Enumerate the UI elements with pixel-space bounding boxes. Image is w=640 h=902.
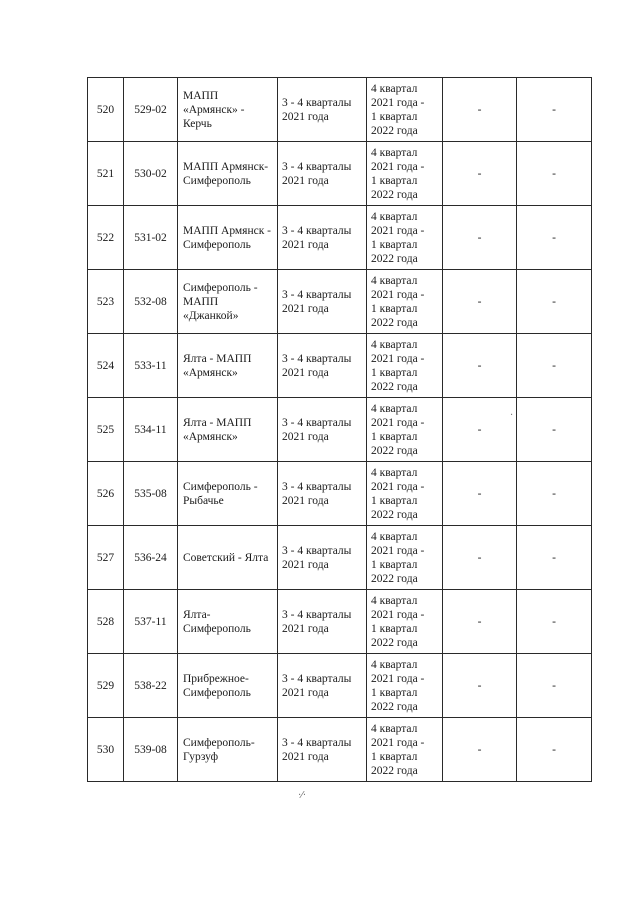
column-a-cell — [443, 270, 517, 334]
route-code-cell — [124, 270, 178, 334]
column-a-value: - — [477, 487, 482, 500]
route-code-cell — [124, 398, 178, 462]
column-a-value: - — [477, 679, 482, 692]
column-b-value: - — [552, 295, 556, 308]
column-b-value: - — [552, 103, 556, 116]
column-a-cell — [443, 78, 517, 142]
row-number-cell — [88, 270, 124, 334]
route-name: Советский - Ялта — [183, 551, 269, 564]
column-a-value: - — [477, 615, 482, 628]
route-code: 538-22 — [134, 679, 167, 692]
route-code-cell — [124, 718, 178, 782]
route-name-cell — [178, 206, 278, 270]
period-cell — [278, 334, 367, 398]
table-body — [88, 78, 592, 782]
column-a-value: - — [477, 103, 482, 116]
route-name-cell — [178, 78, 278, 142]
route-code-cell — [124, 526, 178, 590]
route-name: Симферополь - Рыбачье — [183, 480, 258, 507]
row-number-cell — [88, 590, 124, 654]
route-code: 534-11 — [134, 423, 167, 436]
route-code: 536-24 — [134, 551, 167, 564]
row-number: 521 — [96, 167, 115, 180]
period-cell — [278, 590, 367, 654]
period-text: 3 - 4 кварталы 2021 года — [282, 416, 352, 443]
row-number-cell — [88, 206, 124, 270]
deadline-text: 4 квартал 2021 года - 1 квартал 2022 года — [371, 658, 425, 713]
deadline-text: 4 квартал 2021 года - 1 квартал 2022 года — [371, 82, 425, 137]
column-a-value: - — [477, 551, 482, 564]
scan-artifact: · — [510, 410, 514, 421]
row-number: 524 — [96, 359, 115, 372]
route-name: МАПП Армянск - Симферополь — [183, 224, 272, 251]
column-b-value: - — [552, 167, 556, 180]
column-b-cell — [517, 718, 592, 782]
table-row — [88, 718, 592, 782]
deadline-text: 4 квартал 2021 года - 1 квартал 2022 года — [371, 594, 425, 649]
route-name: Ялта- Симферополь — [183, 608, 251, 635]
period-cell — [278, 462, 367, 526]
row-number: 520 — [96, 103, 115, 116]
route-name: Ялта - МАПП «Армянск» — [183, 352, 252, 379]
table-row — [88, 590, 592, 654]
scan-artifact: ·⁄· — [298, 790, 307, 801]
column-b-value: - — [552, 231, 556, 244]
column-a-value: - — [477, 423, 482, 436]
column-b-cell — [517, 206, 592, 270]
column-b-cell — [517, 78, 592, 142]
period-text: 3 - 4 кварталы 2021 года — [282, 352, 352, 379]
route-code: 537-11 — [134, 615, 167, 628]
table-row — [88, 270, 592, 334]
route-name-cell — [178, 590, 278, 654]
route-code: 532-08 — [134, 295, 167, 308]
period-cell — [278, 206, 367, 270]
column-a-cell — [443, 590, 517, 654]
row-number-cell — [88, 334, 124, 398]
route-name: МАПП «Армянск» - Керчь — [183, 89, 245, 130]
route-code-cell — [124, 78, 178, 142]
column-b-value: - — [552, 551, 556, 564]
row-number-cell — [88, 142, 124, 206]
column-a-cell — [443, 654, 517, 718]
route-name: Прибрежное- Симферополь — [183, 672, 251, 699]
route-name-cell — [178, 526, 278, 590]
period-text: 3 - 4 кварталы 2021 года — [282, 544, 352, 571]
row-number: 530 — [96, 743, 115, 756]
deadline-text: 4 квартал 2021 года - 1 квартал 2022 года — [371, 210, 425, 265]
column-b-value: - — [552, 743, 556, 756]
period-cell — [278, 398, 367, 462]
column-b-cell — [517, 462, 592, 526]
route-name: Симферополь - МАПП «Джанкой» — [183, 281, 258, 322]
column-a-cell — [443, 398, 517, 462]
deadline-text: 4 квартал 2021 года - 1 квартал 2022 года — [371, 530, 425, 585]
route-code-cell — [124, 142, 178, 206]
row-number-cell — [88, 718, 124, 782]
route-name-cell — [178, 270, 278, 334]
period-text: 3 - 4 кварталы 2021 года — [282, 672, 352, 699]
route-name-cell — [178, 142, 278, 206]
column-a-value: - — [477, 231, 482, 244]
route-code-cell — [124, 654, 178, 718]
route-name-cell — [178, 654, 278, 718]
column-a-cell — [443, 334, 517, 398]
deadline-text: 4 квартал 2021 года - 1 квартал 2022 года — [371, 722, 425, 777]
column-a-value: - — [477, 295, 482, 308]
table-row — [88, 526, 592, 590]
period-cell — [278, 718, 367, 782]
column-b-value: - — [552, 487, 556, 500]
route-code: 531-02 — [134, 231, 167, 244]
column-b-value: - — [552, 359, 556, 372]
route-name-cell — [178, 398, 278, 462]
route-code-cell — [124, 334, 178, 398]
column-a-cell — [443, 718, 517, 782]
route-code: 533-11 — [134, 359, 167, 372]
period-cell — [278, 78, 367, 142]
route-name: Симферополь- Гурзуф — [183, 736, 255, 763]
table-row — [88, 142, 592, 206]
deadline-cell — [367, 590, 443, 654]
row-number-cell — [88, 78, 124, 142]
route-name-cell — [178, 462, 278, 526]
period-text: 3 - 4 кварталы 2021 года — [282, 736, 352, 763]
deadline-cell — [367, 142, 443, 206]
route-name: Ялта - МАПП «Армянск» — [183, 416, 252, 443]
column-b-cell — [517, 398, 592, 462]
table-row — [88, 206, 592, 270]
route-code: 535-08 — [134, 487, 167, 500]
period-text: 3 - 4 кварталы 2021 года — [282, 96, 352, 123]
table-row — [88, 398, 592, 462]
deadline-cell — [367, 462, 443, 526]
route-code: 530-02 — [134, 167, 167, 180]
period-cell — [278, 526, 367, 590]
column-a-cell — [443, 206, 517, 270]
column-b-cell — [517, 654, 592, 718]
period-text: 3 - 4 кварталы 2021 года — [282, 480, 352, 507]
table-row — [88, 654, 592, 718]
row-number: 528 — [96, 615, 115, 628]
deadline-text: 4 квартал 2021 года - 1 квартал 2022 года — [371, 274, 425, 329]
period-cell — [278, 270, 367, 334]
column-b-value: - — [552, 679, 556, 692]
deadline-cell — [367, 206, 443, 270]
row-number-cell — [88, 462, 124, 526]
deadline-text: 4 квартал 2021 года - 1 квартал 2022 года — [371, 466, 425, 521]
column-b-cell — [517, 334, 592, 398]
column-b-value: - — [552, 615, 556, 628]
column-b-cell — [517, 526, 592, 590]
row-number: 527 — [96, 551, 115, 564]
row-number-cell — [88, 526, 124, 590]
deadline-cell — [367, 334, 443, 398]
table-row — [88, 334, 592, 398]
routes-table — [87, 77, 592, 782]
column-a-value: - — [477, 167, 482, 180]
period-text: 3 - 4 кварталы 2021 года — [282, 288, 352, 315]
route-code: 529-02 — [134, 103, 167, 116]
period-text: 3 - 4 кварталы 2021 года — [282, 160, 352, 187]
route-code: 539-08 — [134, 743, 167, 756]
column-a-cell — [443, 526, 517, 590]
deadline-cell — [367, 654, 443, 718]
column-b-cell — [517, 270, 592, 334]
row-number: 522 — [96, 231, 115, 244]
row-number-cell — [88, 398, 124, 462]
deadline-cell — [367, 718, 443, 782]
table-row — [88, 462, 592, 526]
period-text: 3 - 4 кварталы 2021 года — [282, 224, 352, 251]
route-code-cell — [124, 206, 178, 270]
row-number: 523 — [96, 295, 115, 308]
column-a-cell — [443, 142, 517, 206]
period-text: 3 - 4 кварталы 2021 года — [282, 608, 352, 635]
column-a-value: - — [477, 743, 482, 756]
column-b-cell — [517, 590, 592, 654]
route-code-cell — [124, 590, 178, 654]
deadline-cell — [367, 526, 443, 590]
route-name-cell — [178, 334, 278, 398]
column-a-cell — [443, 462, 517, 526]
row-number-cell — [88, 654, 124, 718]
deadline-cell — [367, 78, 443, 142]
route-name: МАПП Армянск- Симферополь — [183, 160, 269, 187]
route-code-cell — [124, 462, 178, 526]
column-a-value: - — [477, 359, 482, 372]
period-cell — [278, 654, 367, 718]
column-b-cell — [517, 142, 592, 206]
route-name-cell — [178, 718, 278, 782]
period-cell — [278, 142, 367, 206]
row-number: 529 — [96, 679, 115, 692]
column-b-value: - — [552, 423, 556, 436]
deadline-text: 4 квартал 2021 года - 1 квартал 2022 года — [371, 338, 425, 393]
row-number: 526 — [96, 487, 115, 500]
table-row — [88, 78, 592, 142]
deadline-cell — [367, 270, 443, 334]
deadline-text: 4 квартал 2021 года - 1 квартал 2022 года — [371, 402, 425, 457]
deadline-cell — [367, 398, 443, 462]
row-number: 525 — [96, 423, 115, 436]
deadline-text: 4 квартал 2021 года - 1 квартал 2022 года — [371, 146, 425, 201]
